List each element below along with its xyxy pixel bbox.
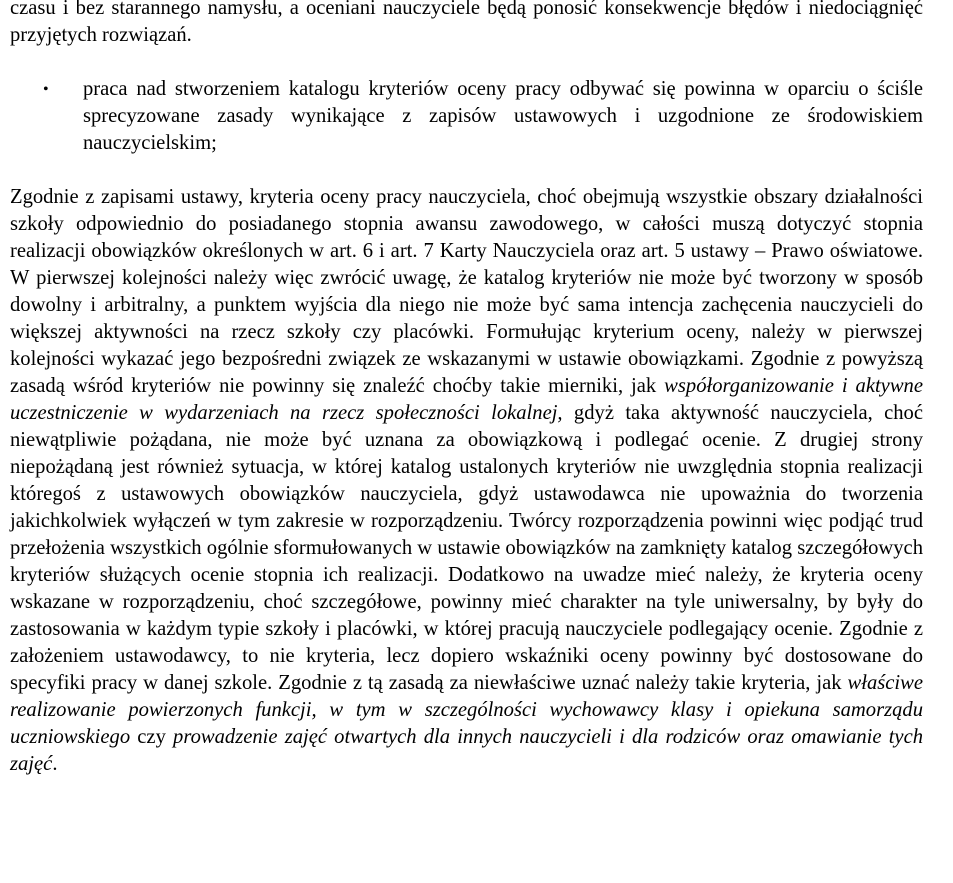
bullet-text: praca nad stworzeniem katalogu kryteriów oceny pracy odbywać się powinna w oparciu o ściśle sprecyzowane zasady wynikające z zapisów ustawowych i uzgodnione ze środowiskiem nauczycielskim; xyxy=(83,78,923,154)
main-text-part-3: czy xyxy=(130,726,174,748)
bullet-list-item xyxy=(10,76,923,157)
italic-example-3: prowadzenie zajęć otwartych dla innych nauczycieli i dla rodziców oraz omawianie tych zajęć xyxy=(10,726,924,775)
main-text-part-2: gdyż taka aktywność nauczyciela, choć niewątpliwie pożądana, nie może być uznana za obowiązkową i podlegać ocenie. Z drugiej strony niepożądaną jest również sytuacja, w której katalog ustalonych kryteriów nie uwzględnia stopnia realizacji któregoś z ustawowych obowiązków nauczyciela, gdyż ustawodawca nie upoważnia do tworzenia jakichkolwiek wyłączeń w tym zakresie w rozporządzeniu. Twórcy rozporządzenia powinni więc podjąć trud przełożenia wszystkich ogólnie sformułowanych w ustawie obowiązków na zamknięty katalog szczegółowych kryteriów służących ocenie stopnia ich realizacji. Dodatkowo na uwadze mieć należy, że kryteria oceny wskazane w rozporządzeniu, choć szczegółowe, powinny mieć charakter na tyle uniwersalny, by były do zastosowania w każdym typie szkoły i placówki, w której pracują nauczyciele podlegający ocenie. Zgodnie z założeniem ustawodawcy, to nie kryteria, lecz dopiero wskaźniki oceny powinny być dostosowane do specyfiki pracy w danej szkole. Zgodnie z tą zasadą za niewłaściwe uznać należy takie kryteria, jak xyxy=(10,402,923,694)
italic-example-1: współorganizowanie i aktywne uczestniczenie w wydarzeniach na rzecz społeczności lokalnej, xyxy=(10,375,923,424)
bullet-icon: • xyxy=(43,81,49,98)
intro-paragraph: czasu i bez starannego namysłu, a oceniani nauczyciele będą ponosić konsekwencje błędów i niedociągnięć przyjętych rozwiązań. xyxy=(10,0,923,46)
bullet-list xyxy=(10,76,923,157)
final-period: . xyxy=(52,753,58,775)
document-page xyxy=(10,0,923,778)
italic-example-2: właściwe realizowanie powierzonych funkcji, w tym w szczególności wychowawcy klasy i opiekuna samorządu uczniowskiego xyxy=(10,672,923,748)
main-text-part-1: Zgodnie z zapisami ustawy, kryteria oceny pracy nauczyciela, choć obejmują wszystkie obszary działalności szkoły odpowiednio do posiadanego stopnia awansu zawodowego, w całości muszą dotyczyć stopnia realizacji obowiązków określonych w art. 6 i art. 7 Karty Nauczyciela oraz art. 5 ustawy – Prawo oświatowe. W pierwszej kolejności należy więc zwrócić uwagę, że katalog kryteriów nie może być tworzony w sposób dowolny i arbitralny, a punktem wyjścia dla niego nie może być sama intencja zachęcenia nauczycieli do większej aktywności na rzecz szkoły czy placówki. Formułując kryterium oceny, należy w pierwszej kolejności wykazać jego bezpośredni związek ze wskazanymi w ustawie obowiązkami. Zgodnie z powyższą zasadą wśród kryteriów nie powinny się znaleźć choćby takie mierniki, jak xyxy=(10,186,923,397)
main-paragraph xyxy=(10,184,923,778)
